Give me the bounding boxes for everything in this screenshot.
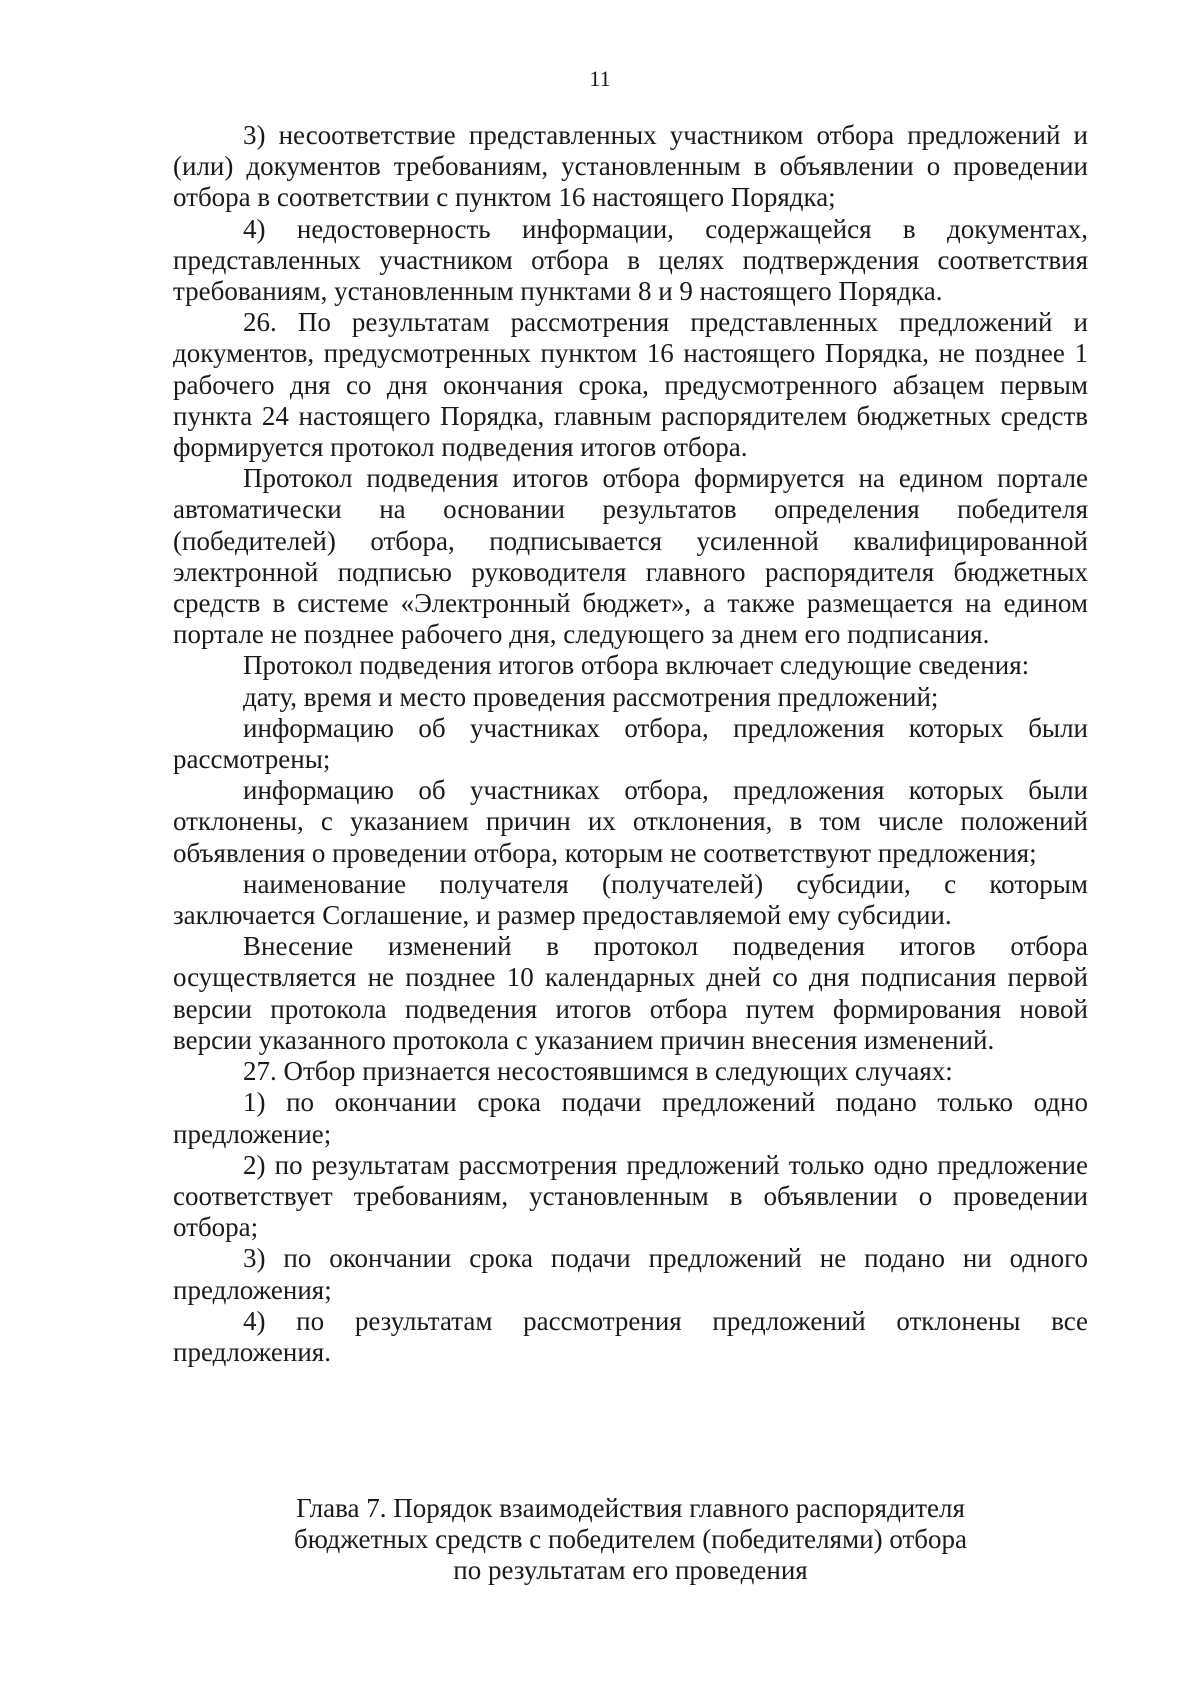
paragraph-protocol-contents: Протокол подведения итогов отбора включает следующие сведения:: [243, 650, 1030, 681]
paragraph-case-1: 1) по окончании срока подачи предложений подано только одно предложение;: [173, 1087, 1088, 1149]
chapter-heading-line: Глава 7. Порядок взаимодействия главного распорядителя: [296, 1493, 965, 1523]
paragraph-case-2: 2) по результатам рассмотрения предложений только одно предложение соответствует требованиям, установленным в объявлении о проведении отбора;: [173, 1149, 1088, 1243]
chapter-heading: [173, 1493, 1088, 1587]
paragraph-reviewed-participants: информацию об участниках отбора, предложения которых были рассмотрены;: [173, 712, 1088, 775]
paragraph-clause-26: 26. По результатам рассмотрения представленных предложений и документов, предусмотренных пунктом 16 настоящего Порядка, не позднее 1 рабочего дня со дня окончания срока, предусмотренного абзацем первым пункта 24 настоящего Порядка, главным распорядителем бюджетных средств формируется протокол подведения итогов отбора.: [173, 307, 1088, 463]
paragraph-date-time-place: дату, время и место проведения рассмотрения предложений;: [243, 681, 939, 712]
page-number: 11: [589, 66, 611, 91]
paragraph-protocol-changes: Внесение изменений в протокол подведения итогов отбора осуществляется не позднее 10 календарных дней со дня подписания первой версии протокола подведения итогов отбора путем формирования новой версии указанного протокола с указанием причин внесения изменений.: [173, 931, 1088, 1055]
paragraph-item-3: 3) несоответствие представленных участником отбора предложений и (или) документов требованиям, установленным в объявлении о проведении отбора в соответствии с пунктом 16 настоящего Порядка;: [173, 120, 1088, 213]
paragraph-recipient-name: наименование получателя (получателей) субсидии, с которым заключается Соглашение, и размер предоставляемой ему субсидии.: [173, 868, 1088, 931]
document-body: [173, 120, 1088, 1368]
paragraph-clause-27: 27. Отбор признается несостоявшимся в следующих случаях:: [243, 1056, 953, 1087]
chapter-heading-line: по результатам его проведения: [453, 1555, 808, 1586]
chapter-heading-line: бюджетных средств с победителем (победителями) отбора: [293, 1524, 968, 1555]
paragraph-case-4: 4) по результатам рассмотрения предложений отклонены все предложения.: [173, 1305, 1088, 1367]
paragraph-rejected-participants: информацию об участниках отбора, предложения которых были отклонены, с указанием причин их отклонения, в том числе положений объявления о проведении отбора, которым не соответствуют предложения;: [173, 775, 1088, 868]
paragraph-protocol-formation: Протокол подведения итогов отбора формируется на едином портале автоматически на основании результатов определения победителя (победителей) отбора, подписывается усиленной квалифицированной электронной подписью руководителя главного распорядителя бюджетных средств в системе «Электронный бюджет», а также размещается на едином портале не позднее рабочего дня, следующего за днем его подписания.: [173, 463, 1088, 650]
paragraph-case-3: 3) по окончании срока подачи предложений не подано ни одного предложения;: [173, 1243, 1088, 1305]
paragraph-item-4: 4) недостоверность информации, содержащейся в документах, представленных участником отбора в целях подтверждения соответствия требованиям, установленным пунктами 8 и 9 настоящего Порядка.: [173, 213, 1088, 307]
